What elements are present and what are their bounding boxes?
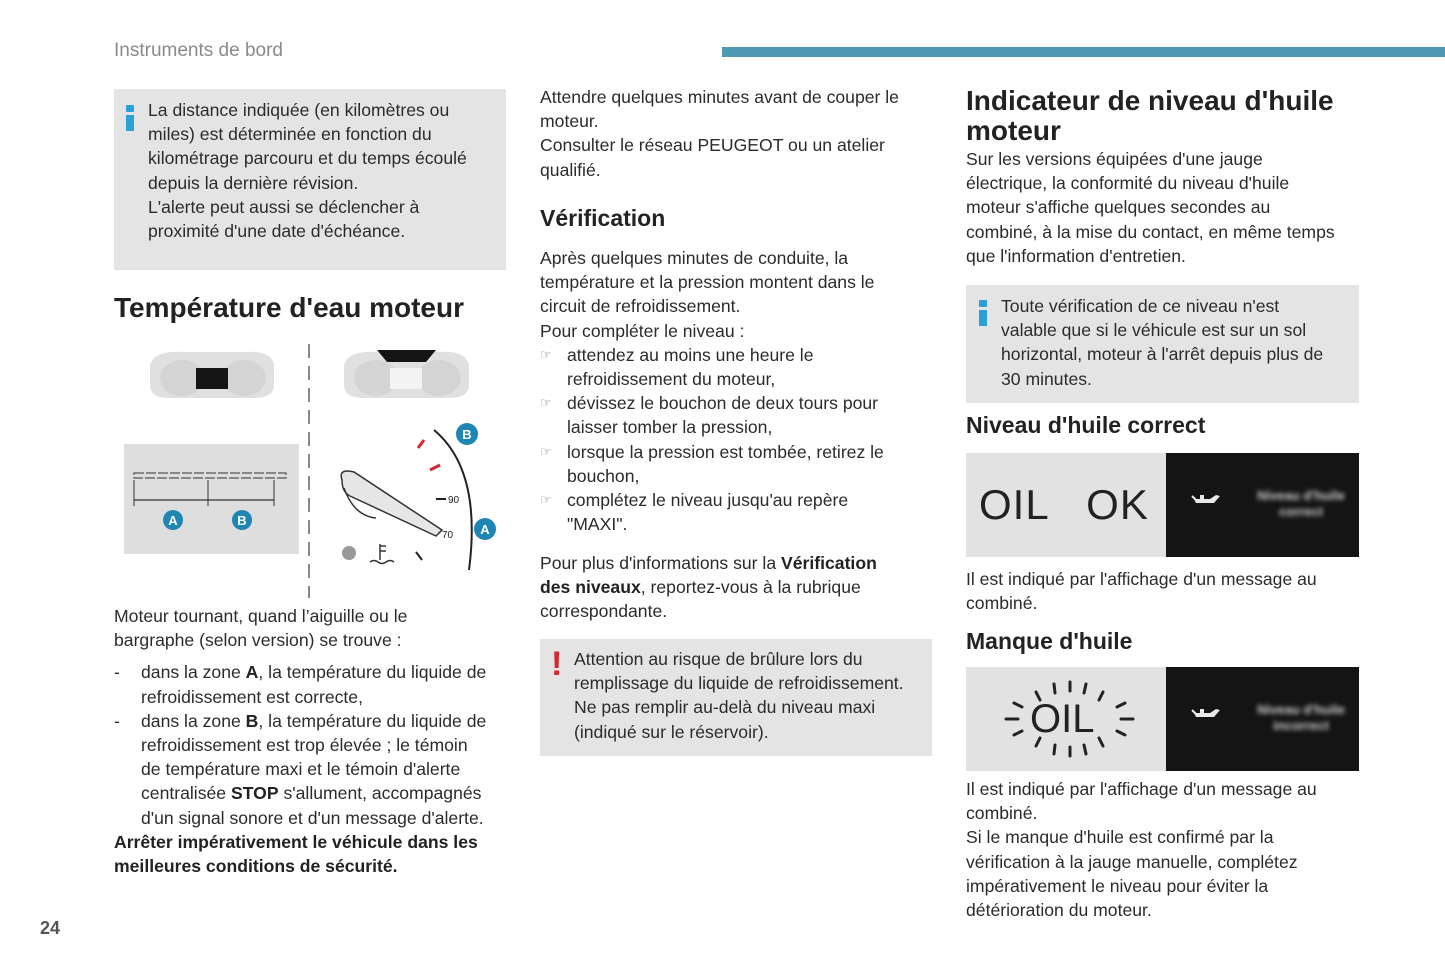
info-line: La distance indiquée (en kilomètres ou xyxy=(148,100,450,120)
caution-box-burn xyxy=(540,639,932,756)
body-text: circuit de refroidissement. xyxy=(540,296,741,317)
oil-can-icon xyxy=(1190,491,1224,509)
section-title-oil-correct: Niveau d'huile correct xyxy=(966,412,1206,438)
warning-icon: ! xyxy=(551,645,563,683)
svg-text:B: B xyxy=(237,513,247,528)
info-line: proximité d'une date d'échéance. xyxy=(148,221,406,242)
body-text: qualifié. xyxy=(540,159,601,180)
svg-text:70: 70 xyxy=(442,530,454,541)
zone-a-item: - dans la zone A, la température du liquide de refroidissement est correcte, xyxy=(114,660,514,708)
step-item: ☞ lorsque la pression est tombée, retirez le bouchon, xyxy=(540,440,930,488)
svg-text:B: B xyxy=(462,427,472,442)
info-line: Toute vérification de ce niveau n'est xyxy=(1001,296,1280,316)
info-box-oil-check xyxy=(966,285,1359,403)
message-screen-incorrect xyxy=(1166,667,1359,771)
body-text: combiné. xyxy=(966,593,1038,614)
body-text: électrique, la conformité du niveau d'huile xyxy=(966,173,1290,194)
oil-low-display xyxy=(966,667,1166,771)
screen-message: Niveau d'huile xyxy=(1257,488,1345,503)
info-icon xyxy=(979,300,989,326)
body-text: Après quelques minutes de conduite, la xyxy=(540,248,849,268)
body-text: Il est indiqué par l'affichage d'un message au xyxy=(966,779,1317,799)
body-text: Pour compléter le niveau : xyxy=(540,320,745,341)
svg-text:A: A xyxy=(168,513,178,528)
info-line: horizontal, moteur à l'arrêt depuis plus de xyxy=(1001,344,1324,365)
body-text: bargraphe (selon version) se trouve : xyxy=(114,630,402,651)
caution-line: Attention au risque de brûlure lors du xyxy=(574,649,863,669)
body-text: température et la pression montent dans le xyxy=(540,272,875,293)
temperature-gauge-illustration xyxy=(114,340,506,600)
instrument-cluster-icon xyxy=(344,350,469,398)
instrument-cluster-icon xyxy=(150,352,274,398)
safety-warning: Arrêter impérativement le véhicule dans les meilleures conditions de sécurité. xyxy=(114,831,478,877)
info-line: depuis la dernière révision. xyxy=(148,172,359,193)
info-line: miles) est déterminée en fonction du xyxy=(148,124,432,145)
section-title-oil-low: Manque d'huile xyxy=(966,628,1133,654)
info-icon xyxy=(126,105,136,131)
message-screen-correct xyxy=(1166,453,1359,557)
running-header: Instruments de bord xyxy=(114,40,283,61)
body-text: Sur les versions équipées d'une jauge xyxy=(966,149,1263,169)
oil-ok-display xyxy=(966,453,1166,557)
info-line: kilométrage parcouru et du temps écoulé xyxy=(148,148,467,169)
body-text: combiné. xyxy=(966,803,1038,824)
svg-text:90: 90 xyxy=(448,495,460,506)
body-text: détérioration du moteur. xyxy=(966,900,1152,921)
oil-low-label: OIL xyxy=(1030,697,1095,741)
screen-message: incorrect xyxy=(1273,718,1329,733)
section-title-oil-level: Indicateur de niveau d'huile moteur xyxy=(966,85,1334,146)
info-line: valable que si le véhicule est sur un sol xyxy=(1001,320,1307,341)
caution-line: remplissage du liquide de refroidissement. xyxy=(574,673,904,694)
oil-ok-label: OIL OK xyxy=(979,481,1149,528)
info-box-distance xyxy=(114,89,506,270)
caution-line: (indiqué sur le réservoir). xyxy=(574,721,769,742)
step-item: ☞ dévissez le bouchon de deux tours pour laisser tomber la pression, xyxy=(540,391,930,439)
body-text: Si le manque d'huile est confirmé par la xyxy=(966,827,1274,848)
step-item: ☞ complétez le niveau jusqu'au repère "MAXI". xyxy=(540,488,930,536)
coolant-temperature-icon xyxy=(370,544,394,564)
oil-can-icon xyxy=(1190,705,1224,723)
body-text: combiné, à la mise du contact, en même temps xyxy=(966,221,1335,242)
section-title-verification: Vérification xyxy=(540,205,666,231)
cross-reference: Pour plus d'informations sur la Vérification des niveaux, reportez-vous à la rubrique correspondante. xyxy=(540,553,877,622)
step-item: ☞ attendez au moins une heure le refroidissement du moteur, xyxy=(540,343,930,391)
body-text: Moteur tournant, quand l’aiguille ou le xyxy=(114,606,408,626)
body-text: impérativement le niveau pour éviter la xyxy=(966,875,1269,896)
body-text: moteur s'affiche quelques secondes au xyxy=(966,197,1271,218)
body-text: Consulter le réseau PEUGEOT ou un atelier xyxy=(540,135,885,156)
body-text: Attendre quelques minutes avant de couper le xyxy=(540,87,899,107)
screen-message: correct xyxy=(1278,504,1324,519)
section-title-water-temp: Température d'eau moteur xyxy=(114,292,464,323)
zone-b-item: - dans la zone B, la température du liquide de refroidissement est trop élevée ; le témoin de température maxi et le témoin d'alerte centralisée STOP s'allument, accompagnés d'un signal sonore et d'un message d'alerte. xyxy=(114,709,514,830)
page-number: 24 xyxy=(40,918,61,938)
body-text: Il est indiqué par l'affichage d'un message au xyxy=(966,569,1317,589)
screen-message: Niveau d'huile xyxy=(1257,702,1345,717)
body-text: que l'information d'entretien. xyxy=(966,245,1186,266)
info-line: 30 minutes. xyxy=(1001,368,1092,389)
info-line: L'alerte peut aussi se déclencher à xyxy=(148,196,420,217)
body-text: moteur. xyxy=(540,111,599,132)
body-text: vérification à la jauge manuelle, complétez xyxy=(966,851,1298,872)
header-accent-bar xyxy=(722,47,1445,57)
caution-line: Ne pas remplir au-delà du niveau maxi xyxy=(574,697,876,718)
svg-text:A: A xyxy=(480,522,490,537)
